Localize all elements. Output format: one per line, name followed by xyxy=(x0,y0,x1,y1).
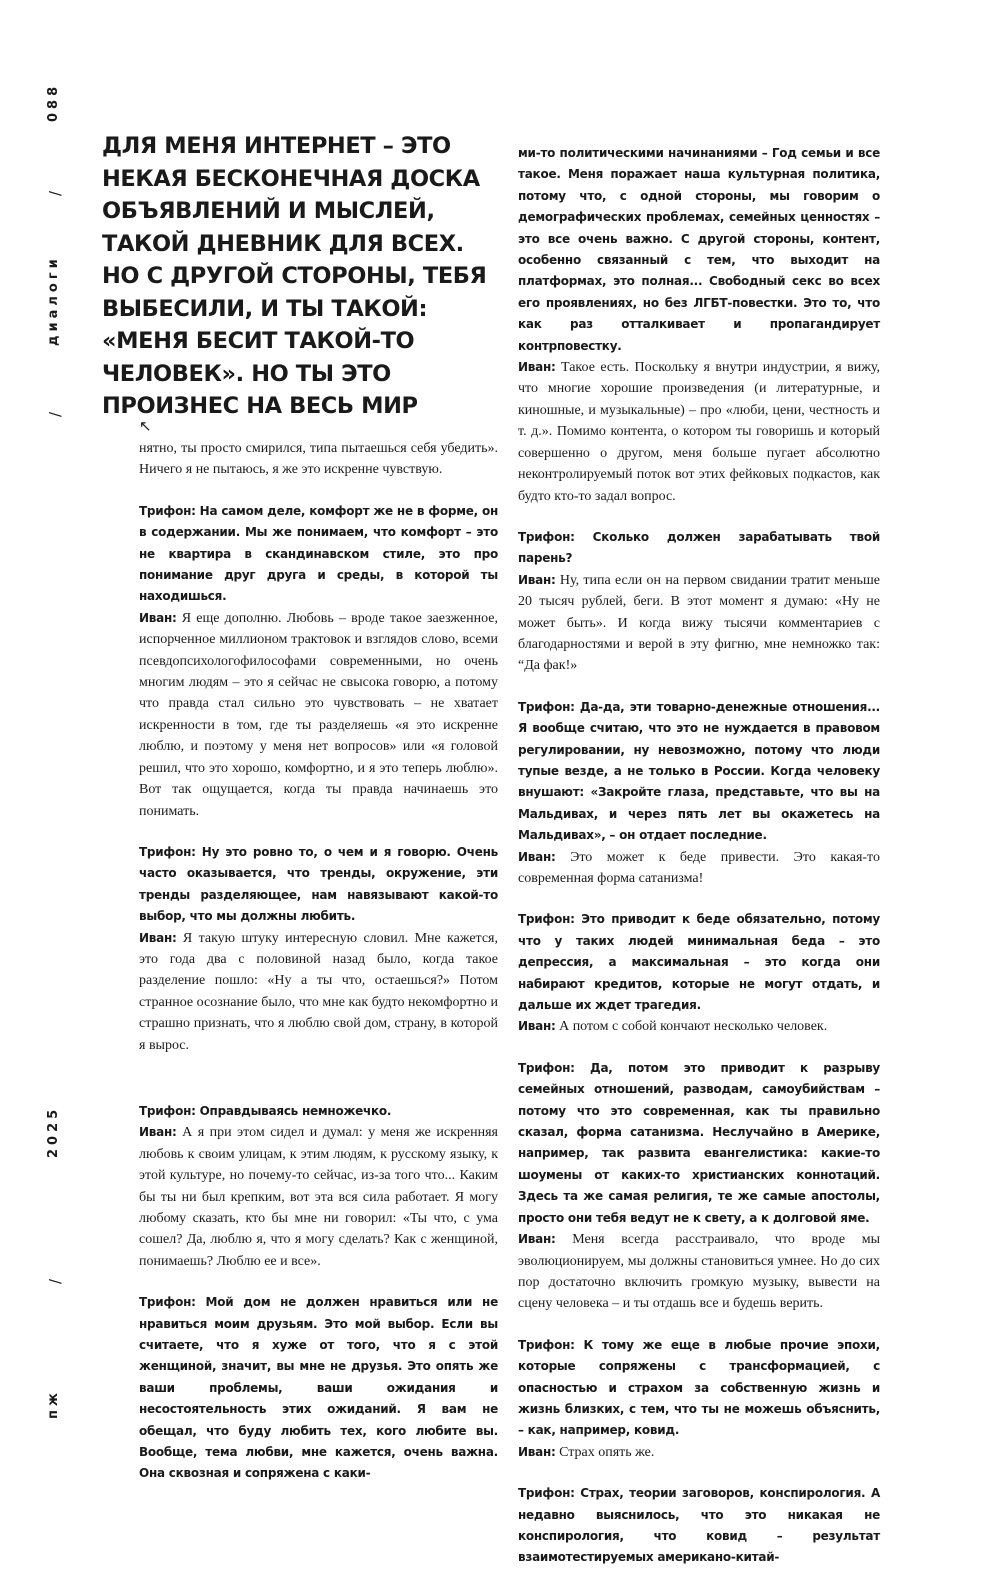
question-paragraph xyxy=(518,1335,880,1442)
paragraph-text: А потом с собой кончают несколько человек. xyxy=(555,1019,828,1035)
question-paragraph xyxy=(518,527,880,570)
paragraph-text: Трифон: Ну это ровно то, о чем и я говорю. Очень часто оказывается, что тренды, окружение, эти тренды разделяющее, нам навязывают какой-то выбор, что мы должны любить. xyxy=(139,844,498,924)
paragraph-text: Это может к беде привести. Это какая-то современная форма сатанизма! xyxy=(518,849,880,886)
question-paragraph xyxy=(518,1483,880,1569)
paragraph-text: Трифон: Мой дом не должен нравиться или не нравиться моим друзьям. Это мой выбор. Если вы считаете, что я хуже от того, что я с этой женщиной, значит, вы мне не друзья. Это опять же ваши проблемы, ваши ожидания и несостоятельность этих ожиданий. Я вам не обещал, что буду любить тех, кого любите вы. Вообще, тема любви, мне кажется, очень важна. Она сквозная и сопряжена с каки- xyxy=(139,1295,498,1481)
article-column-right xyxy=(518,143,880,1569)
speaker-label: Иван: xyxy=(518,849,556,864)
question-paragraph xyxy=(518,697,880,847)
answer-paragraph xyxy=(139,608,498,822)
paragraph-text: Трифон: К тому же еще в любые прочие эпохи, которые сопряжены с трансформацией, с опасностью и страхом за собственную жизнь и жизнь близких, с тем, что ты не можешь объяснить, – как, например, ковид. xyxy=(518,1337,880,1438)
answer-paragraph xyxy=(518,1229,880,1315)
answer-paragraph xyxy=(518,357,880,507)
answer-paragraph xyxy=(139,928,498,1056)
page-number: 088 xyxy=(46,82,61,122)
answer-paragraph xyxy=(518,1016,880,1037)
rail-separator: / xyxy=(46,1278,64,1284)
rail-separator: / xyxy=(46,411,64,417)
answer-paragraph xyxy=(139,438,498,481)
question-paragraph xyxy=(518,143,880,357)
paragraph-text: Ну, типа если он на первом свидании тратит меньше 20 тысяч рублей, беги. В этот момент я думаю: «Ну не может быть». И когда вижу тысячи комментариев с благодарностями и верой в эту фигню, мне немножко так: “Да фак!» xyxy=(518,572,880,674)
paragraph-text: А я при этом сидел и думал: у меня же искренняя любовь к своим улицам, к этим людям, к русскому языку, к этой культуре, но почему-то сейчас, из-за того что... Каким бы ты ни был крепким, вот эта вся сила работает. Я могу любому сказать, кто бы мне ни говорил: «Ты что, с ума сошел? Да, люблю я, что я могу сделать? Как с женщиной, понимаешь? Люблю ее и все». xyxy=(139,1125,498,1269)
speaker-label: Иван: xyxy=(139,610,177,625)
magazine-name: пж xyxy=(46,1389,61,1419)
paragraph-text: Трифон: На самом деле, комфорт же не в форме, он в содержании. Мы же понимаем, что комфорт – это не квартира в скандинавском стиле, это про понимание друг друга и среды, в которой ты находишься. xyxy=(139,503,498,604)
paragraph-text: нятно, ты просто смирился, типа пытаешься себя убедить». Ничего я не пытаюсь, я же это искренне чувствую. xyxy=(139,441,498,478)
paragraph-text: Трифон: Страх, теории заговоров, конспирология. А недавно выяснилось, что это никакая не конспирология, что ковид – результат взаимотестируемых американо-китай- xyxy=(518,1486,880,1565)
paragraph-text: ми-то политическими начинаниями – Год семьи и все такое. Меня поражает наша культурная политика, потому что, с одной стороны, мы говорим о демографических проблемах, семейных ценностях – это все очень важно. С другой стороны, контент, особенно связанный с тем, что выходит на платформах, это полная... Свободный секс во всех его проявлениях, но без ЛГБТ-повестки. Это то, что как раз отталкивает и пропагандирует контрповестку. xyxy=(518,146,880,353)
paragraph-text: Меня всегда расстраивало, что вроде мы эволюционируем, мы должны становиться умнее. Но до сих пор достаточно включить громкую музыку, вывести на сцену человека – и ты отдашь все и будешь верить. xyxy=(518,1232,880,1312)
answer-paragraph xyxy=(518,570,880,677)
paragraph-text: Трифон: Оправдываясь немножечко. xyxy=(139,1103,392,1118)
question-paragraph xyxy=(139,842,498,928)
question-paragraph xyxy=(518,1058,880,1229)
arrow-up-left-icon: ↖ xyxy=(139,417,152,435)
answer-paragraph xyxy=(139,1122,498,1272)
issue-year: 2025 xyxy=(46,1105,61,1158)
speaker-label: Иван: xyxy=(518,1232,556,1247)
paragraph-text: Я такую штуку интересную словил. Мне кажется, это года два с половиной назад было, когда такое разделение пошло: «Ну а ты что, остаешься?» Потом странное осознание было, что мне как будто некомфортно и страшно признать, что я люблю свой дом, страну, в которой я вырос. xyxy=(139,930,498,1053)
paragraph-text: Трифон: Да, потом это приводит к разрыву семейных отношений, разводам, самоубийствам – потому что это современная, как ты правильно сказал, форма сатанизма. Неслучайно в Америке, например, так развита евангелистика: какие-то шоумены от каких-то христианских коннотаций. Здесь та же самая религия, те же самые апостолы, просто они тебя ведут не к свету, а к долговой яме. xyxy=(518,1060,880,1225)
section-name: диалоги xyxy=(46,255,61,346)
article-column-left xyxy=(139,438,498,1485)
paragraph-text: Трифон: Это приводит к беде обязательно, потому что у таких людей минимальная беда – это депрессия, а максимальная – это когда они набирают кредитов, которые не могут отдать, и дальше их ждет трагедия. xyxy=(518,912,880,1013)
speaker-label: Иван: xyxy=(518,572,556,587)
speaker-label: Иван: xyxy=(518,1444,556,1459)
rail-separator: / xyxy=(46,190,64,196)
speaker-label: Иван: xyxy=(139,1125,177,1140)
paragraph-text: Страх опять же. xyxy=(555,1444,655,1460)
speaker-label: Иван: xyxy=(139,930,177,945)
answer-paragraph xyxy=(518,847,880,890)
paragraph-text: Я еще дополню. Любовь – вроде такое заезженное, испорченное миллионом трактовок и взглядов слово, всеми псевдопсихологофилософами современными, но очень многим людям – это я сейчас не свысока говорю, а потому что правда стал сильно это чувствовать – не хватает искренности в том, где ты разделяешь «я это искренне люблю, и поэтому у меня нет вопросов» или «я головой решил, что это хорошо, комфортно, и я это теперь люблю». Вот так ощущается, когда ты правда начинаешь это понимать. xyxy=(139,610,498,819)
pull-quote: ДЛЯ МЕНЯ ИНТЕРНЕТ – ЭТО НЕКАЯ БЕСКОНЕЧНАЯ ДОСКА ОБЪЯВЛЕНИЙ И МЫСЛЕЙ, ТАКОЙ ДНЕВНИК ДЛЯ ВСЕХ. НО С ДРУГОЙ СТОРОНЫ, ТЕБЯ ВЫБЕСИЛИ, И ТЫ ТАКОЙ: «МЕНЯ БЕСИТ ТАКОЙ-ТО ЧЕЛОВЕК». НО ТЫ ЭТО ПРОИЗНЕС НА ВЕСЬ МИР xyxy=(102,133,487,419)
paragraph-text: Трифон: Сколько должен зарабатывать твой парень? xyxy=(518,529,880,566)
question-paragraph xyxy=(139,1101,498,1122)
speaker-label: Иван: xyxy=(518,1019,556,1034)
question-paragraph xyxy=(139,1292,498,1485)
speaker-label: Иван: xyxy=(518,360,556,375)
answer-paragraph xyxy=(518,1442,880,1463)
question-paragraph xyxy=(518,909,880,1016)
question-paragraph xyxy=(139,501,498,608)
paragraph-text: Трифон: Да-да, эти товарно-денежные отношения... Я вообще считаю, что это не нуждается в правовом регулировании, ну невозможно, потому что люди тупые везде, а не только в России. Когда человеку внушают: «Закройте глаза, представьте, что вы на Мальдивах, и через пять лет вы окажетесь на Мальдивах», – он отдает последние. xyxy=(518,699,880,843)
paragraph-text: Такое есть. Поскольку я внутри индустрии, я вижу, что многие хорошие произведения (и литературные, и киношные, и музыкальные) – про «люби, цени, честность и т. д.». Помимо контента, о котором ты говоришь и который совершенно о другом, меня больше пугает абсолютно неконтролируемый поток вот этих фейковых подкастов, как будто кто-то задал вопрос. xyxy=(518,360,880,504)
